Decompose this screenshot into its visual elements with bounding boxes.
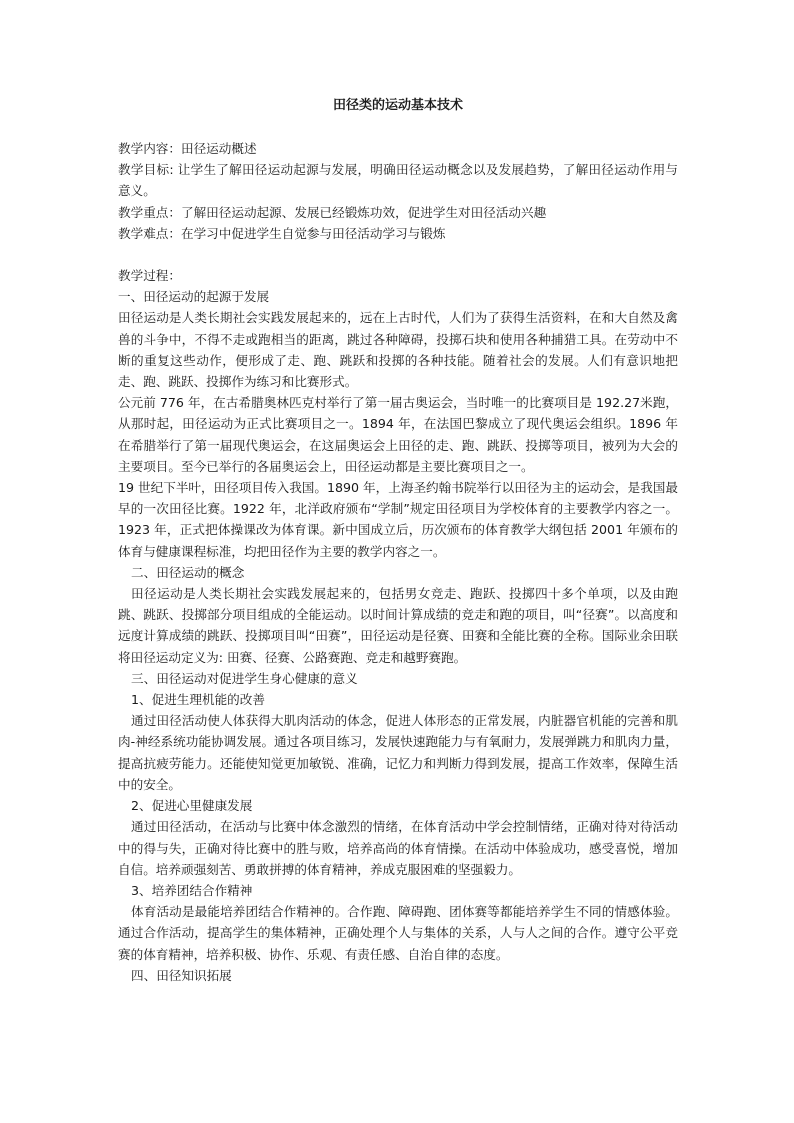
subsection-2-text: 通过田径活动，在活动与比赛中体念激烈的情绪，在体育活动中学会控制情绪，正确对待对待活动中的得与失，正确对待比赛中的胜与败，培养高尚的体育情操。在活动中体验成功，感受喜悦，增加自信。培养顽强刻苦、勇敢拼搏的体育精神，养成克服困难的坚强毅力。 (118, 819, 678, 877)
document-title: 田径类的运动基本技术 (332, 98, 463, 113)
subsection-1-text: 通过田径活动使人体获得大肌肉活动的体念，促进人体形态的正常发展，内脏器官机能的完善和肌肉-神经系统功能协调发展。通过各项目练习，发展快速跑能力与有氧耐力，发展弹跳力和肌肉力量，提高抗疲劳能力。还能使知觉更加敏锐、准确，记忆力和判断力得到发展，提高工作效率，保障生活中的安全。 (118, 713, 678, 792)
subsection-3-text: 体育活动是最能培养团结合作精神的。合作跑、障碍跑、团体赛等都能培养学生不同的情感体验。通过合作活动，提高学生的集体精神，正确处理个人与集体的关系，人与人之间的合作。遵守公平竞赛的体育精神，培养积极、协作、乐观、有责任感、自治自律的态度。 (118, 904, 678, 962)
section-2-heading: 二、田径运动的概念 (131, 564, 245, 580)
section-3-heading: 三、田径运动对促进学生身心健康的意义 (131, 670, 358, 686)
section-2-paragraph: 田径运动是人类长期社会实践发展起来的，包括男女竞走、跑跃、投掷四十多个单项，以及由跑跳、跳跃、投掷部分项目组成的全能运动。以时间计算成绩的竞走和跑的项目，叫“径赛”。以高度和远度计算成绩的跳跃、投掷项目叫“田赛”，田径运动是径赛、田赛和全能比赛的全称。国际业余田联将田径运动定义为: 田赛、径赛、公路赛跑、竞走和越野赛跑。 (118, 586, 678, 665)
section-1-paragraph-2: 公元前 776 年，在古希腊奥林匹克村举行了第一届古奥运会，当时唯一的比赛项目是 192.27米跑，从那时起，田径运动为正式比赛项目之一。1894 年，在法国巴黎成立了现代奥运会组织。1896 年在希腊举行了第一届现代奥运会，在这届奥运会上田径的走、跑、跳跃、投掷等项目，被列为大会的主要项目。至今已举行的各届奥运会上，田径运动都是主要比赛项目之一。 (118, 395, 678, 474)
teaching-goal: 教学目标: 让学生了解田径运动起源与发展，明确田径运动概念以及发展趋势，了解田径运动作用与意义。 (118, 162, 678, 199)
teaching-content: 教学内容：田径运动概述 (118, 141, 257, 156)
process-label: 教学过程： (118, 268, 181, 284)
subsection-2-heading: 2、促进心里健康发展 (131, 798, 253, 814)
section-4-heading: 四、田径知识拓展 (131, 967, 232, 983)
teaching-key-point: 教学重点：了解田径运动起源、发展已经锻炼功效，促进学生对田径活动兴趣 (118, 204, 547, 220)
section-1-paragraph-3: 19 世纪下半叶，田径项目传入我国。1890 年，上海圣约翰书院举行以田径为主的运动会，是我国最早的一次田径比赛。1922 年，北洋政府颁布“学制”规定田径项目为学校体育的主要教学内容之一。1923 年，正式把体操课改为体育课。新中国成立后，历次颁布的体育教学大纲包括 2001 年颁布的体育与健康课程标准，均把田径作为主要的教学内容之一。 (118, 480, 678, 559)
subsection-1-heading: 1、促进生理机能的改善 (131, 692, 265, 708)
teaching-difficulty: 教学难点：在学习中促进学生自觉参与田径活动学习与锻炼 (118, 225, 446, 241)
spacer (118, 244, 678, 265)
section-1-heading: 一、田径运动的起源于发展 (118, 289, 270, 305)
document-page (118, 96, 678, 986)
section-1-paragraph-1: 田径运动是人类长期社会实践发展起来的，远在上古时代，人们为了获得生活资料，在和大自然及禽兽的斗争中，不得不走或跑相当的距离，跳过各种障碍，投掷石块和使用各种捕猎工具。在劳动中不断的重复这些动作，便形成了走、跑、跳跃和投掷的各种技能。随着社会的发展。人们有意识地把走、跑、跳跃、投掷作为练习和比赛形式。 (118, 310, 678, 390)
subsection-3-heading: 3、培养团结合作精神 (131, 882, 253, 898)
